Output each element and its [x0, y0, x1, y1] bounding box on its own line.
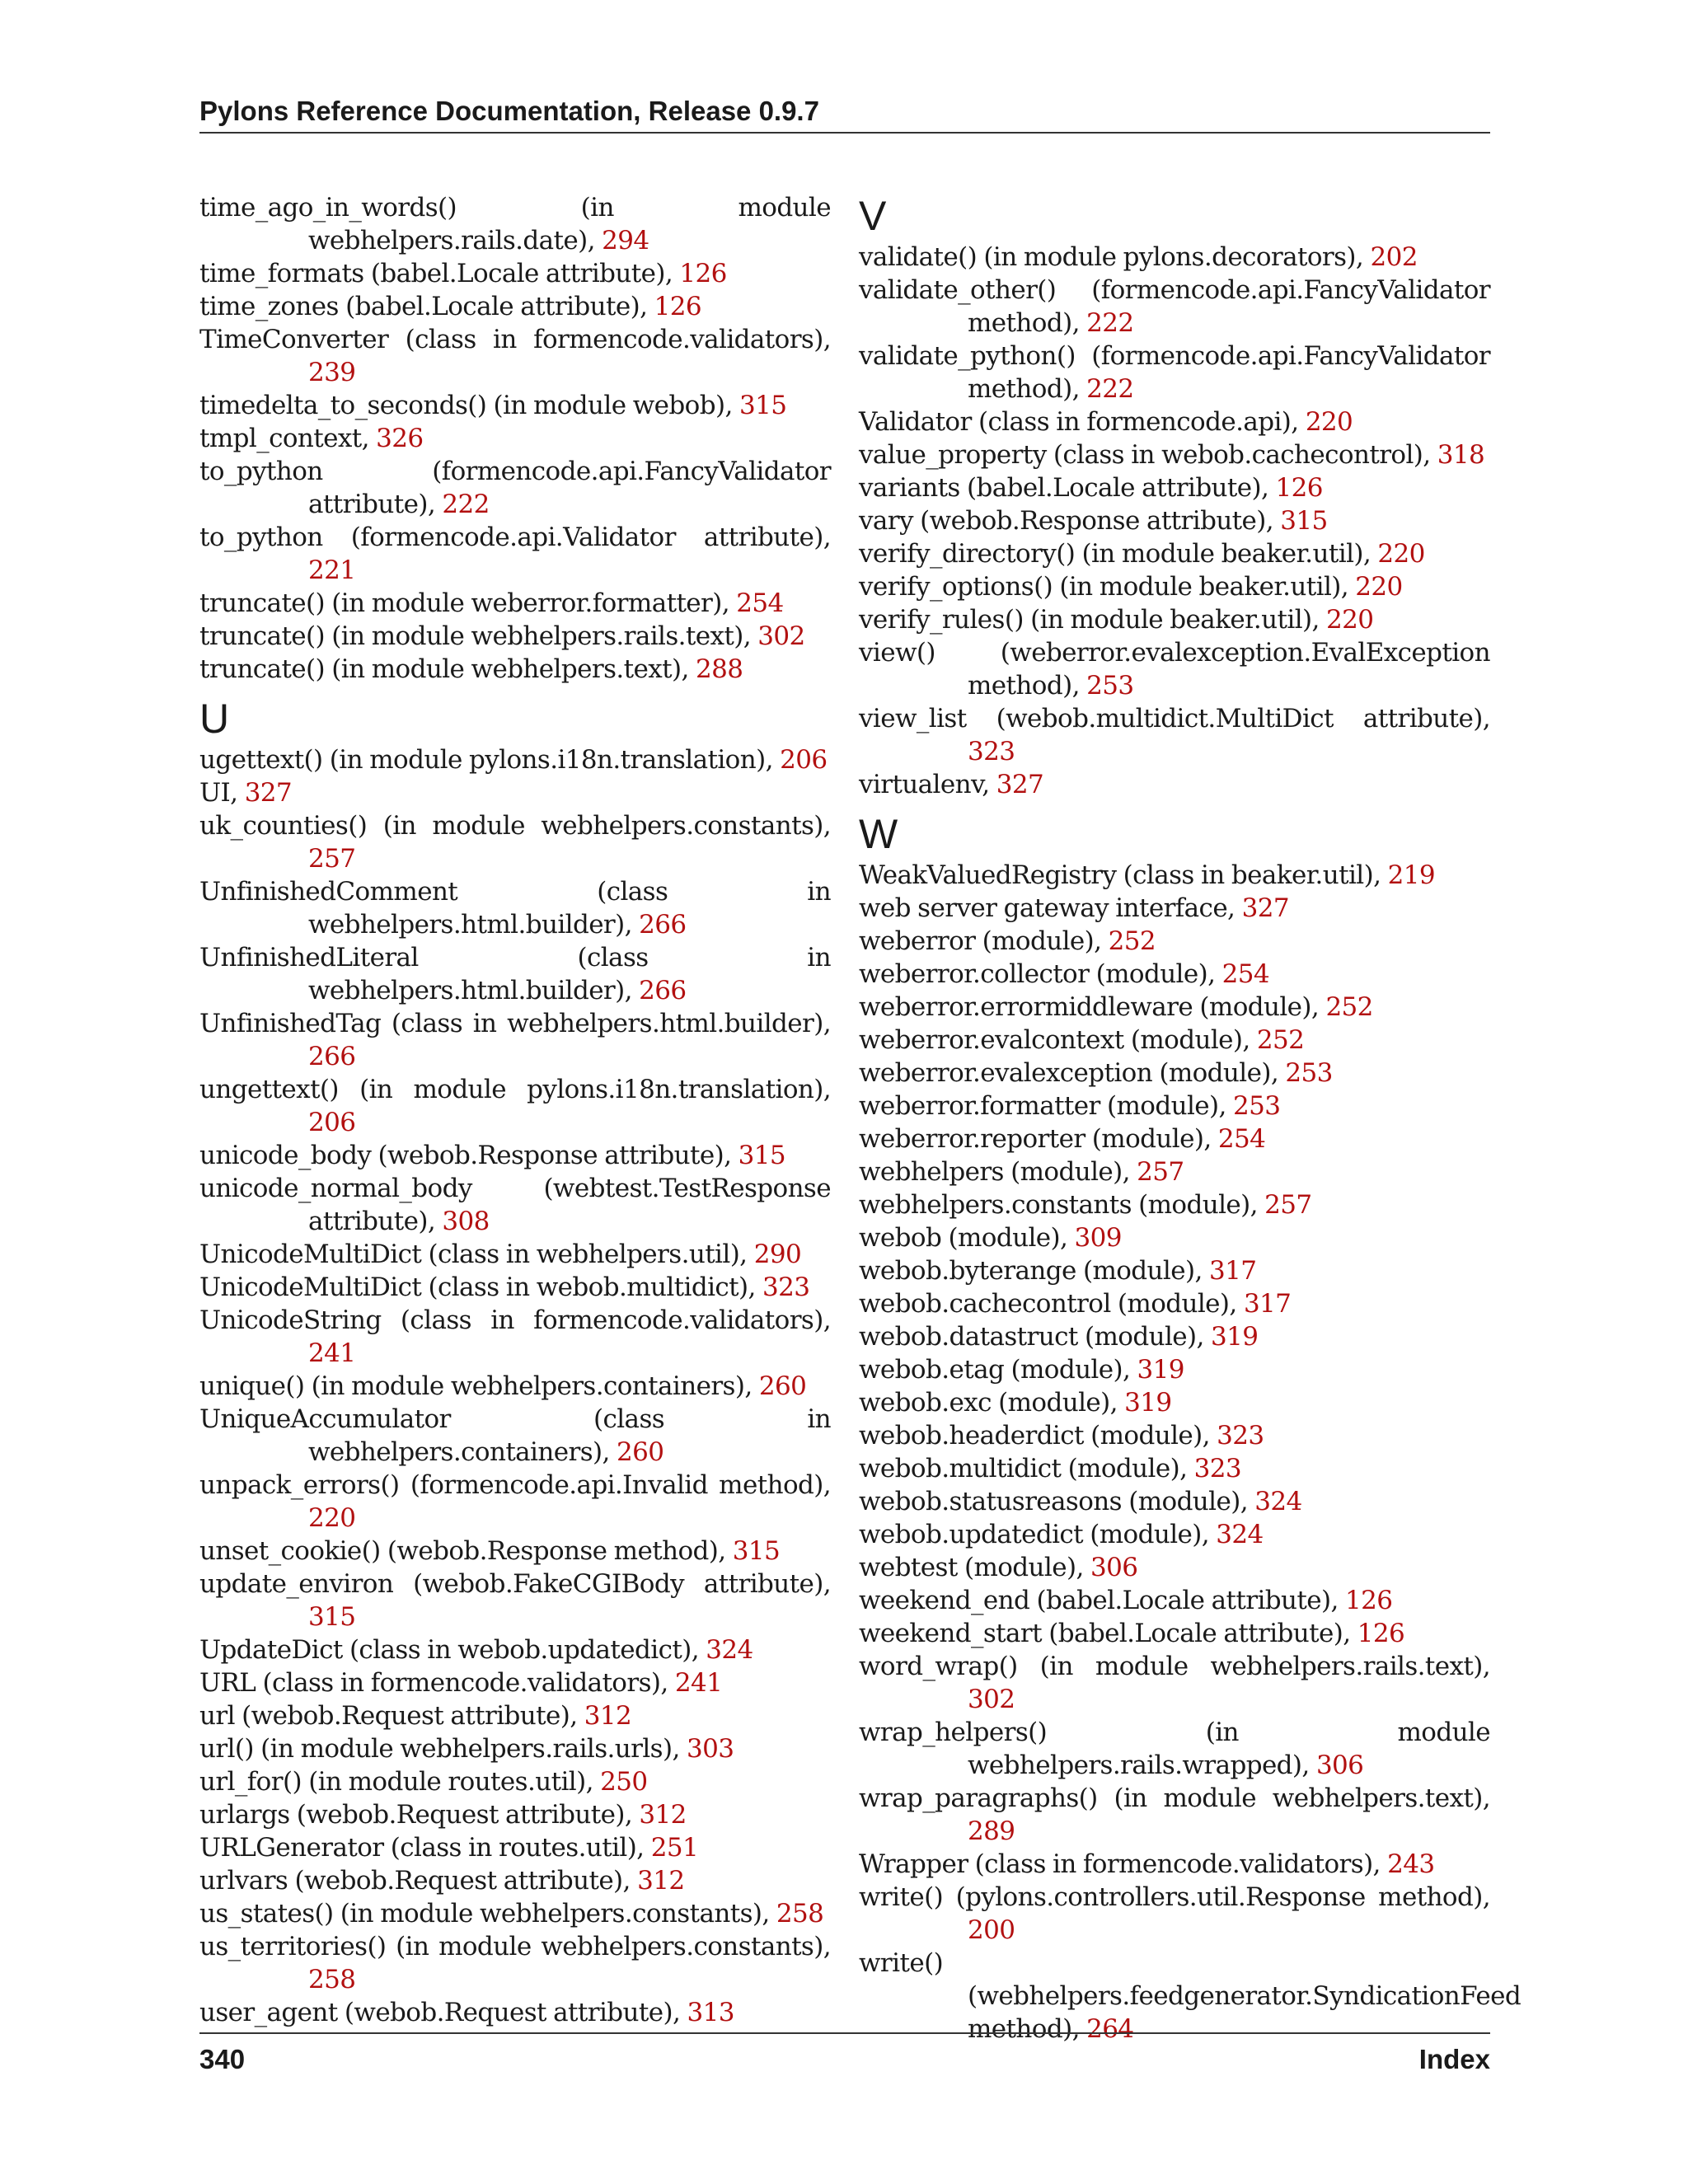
index-entry: [199, 1007, 831, 1073]
index-entry-term: weberror.evalexception (module),: [859, 1058, 1286, 1088]
index-entry-term: webob.cachecontrol (module),: [859, 1289, 1244, 1319]
index-entry: [859, 1320, 1490, 1353]
index-entry-term: url() (in module webhelpers.rails.urls),: [199, 1734, 687, 1764]
page-reference-link[interactable]: 222: [442, 490, 490, 519]
index-entry: [859, 405, 1490, 438]
page-reference-link[interactable]: 220: [1305, 407, 1353, 437]
index-entry: [859, 1287, 1490, 1320]
page-reference-link[interactable]: 126: [654, 292, 701, 321]
index-entry: [199, 290, 831, 323]
index-entry: [199, 1633, 831, 1666]
page-reference-link[interactable]: 319: [1124, 1388, 1172, 1418]
page-reference-link[interactable]: 220: [1355, 572, 1403, 602]
index-entry: [199, 653, 831, 686]
index-entry: [199, 323, 831, 389]
index-entry-term: webob.multidict (module),: [859, 1454, 1194, 1483]
index-entry-term: webob.etag (module),: [859, 1355, 1137, 1385]
page-reference-link[interactable]: 308: [442, 1207, 490, 1236]
index-entry: [859, 1155, 1490, 1188]
page-reference-link[interactable]: 202: [1370, 242, 1418, 272]
index-entry: [199, 1930, 831, 1996]
index-entry: [859, 471, 1490, 504]
page-reference-link[interactable]: 323: [762, 1272, 810, 1302]
index-entry: [859, 1419, 1490, 1452]
index-entry-term: weekend_start (babel.Locale attribute),: [859, 1619, 1357, 1648]
index-entry-term: Validator (class in formencode.api),: [859, 407, 1306, 437]
page-reference-link[interactable]: 257: [1137, 1157, 1184, 1187]
index-entry-term: time_zones (babel.Locale attribute),: [199, 292, 654, 321]
index-entry-term: variants (babel.Locale attribute),: [859, 473, 1276, 503]
index-entry-term: UnfinishedComment (class in webhelpers.html.builder),: [199, 877, 831, 940]
index-entry: [199, 521, 831, 587]
index-entry-term: view() (weberror.evalexception.EvalException method),: [859, 638, 1490, 701]
page-reference-link[interactable]: 294: [602, 226, 649, 255]
index-entry: [199, 1996, 831, 2029]
index-entry-term: weberror.errormiddleware (module),: [859, 992, 1326, 1022]
index-entry-term: urlvars (webob.Request attribute),: [199, 1866, 638, 1896]
index-entry-term: tmpl_context,: [199, 424, 377, 453]
page-reference-link[interactable]: 289: [968, 1816, 1015, 1846]
section-name: Index: [1418, 2044, 1490, 2074]
index-entry-term: verify_rules() (in module beaker.util),: [859, 605, 1327, 635]
index-entry: [199, 743, 831, 776]
index-entry-term: UnicodeMultiDict (class in webob.multidict),: [199, 1272, 763, 1302]
index-entry: [859, 958, 1490, 991]
page-reference-link[interactable]: 266: [639, 976, 687, 1005]
page-reference-link[interactable]: 254: [1217, 1124, 1266, 1154]
index-entry: [859, 1782, 1490, 1848]
index-column-right: [859, 191, 1522, 2046]
page-reference-link[interactable]: 222: [1086, 374, 1134, 404]
index-entry: [859, 859, 1490, 892]
index-entry: [859, 570, 1490, 603]
index-entry-term: webhelpers (module),: [859, 1157, 1137, 1187]
index-entry-term: us_territories() (in module webhelpers.constants),: [199, 1932, 831, 1961]
index-entry: [859, 340, 1490, 405]
page-reference-link[interactable]: 253: [1233, 1091, 1281, 1121]
index-entry-term: UnicodeMultiDict (class in webhelpers.util),: [199, 1240, 754, 1269]
index-entry: [199, 422, 831, 455]
page-reference-link[interactable]: 324: [1254, 1487, 1302, 1516]
index-entry-term: unicode_body (webob.Response attribute),: [199, 1141, 738, 1170]
index-entry-term: time_ago_in_words() (in module webhelpers.rails.date),: [199, 193, 831, 255]
index-entry-term: virtualenv,: [859, 770, 996, 799]
index-entry-term: webtest (module),: [859, 1553, 1090, 1582]
index-entry: [199, 1139, 831, 1172]
index-entry: [859, 925, 1490, 958]
index-entry: [859, 1518, 1490, 1551]
index-entry-term: ungettext() (in module pylons.i18n.translation),: [199, 1075, 831, 1104]
page-reference-link[interactable]: 254: [1221, 959, 1269, 989]
index-entry-term: URL (class in formencode.validators),: [199, 1668, 675, 1698]
page-reference-link[interactable]: 323: [968, 737, 1015, 766]
index-entry-term: URLGenerator (class in routes.util),: [199, 1833, 651, 1863]
page-reference-link[interactable]: 288: [695, 654, 743, 684]
index-entry: [199, 1271, 831, 1304]
index-entry: [859, 1650, 1490, 1716]
page-reference-link[interactable]: 222: [1086, 308, 1134, 338]
page-reference-link[interactable]: 251: [650, 1833, 699, 1863]
page-reference-link[interactable]: 126: [1357, 1619, 1405, 1648]
page-reference-link[interactable]: 302: [757, 621, 805, 651]
index-entry: [199, 809, 831, 875]
index-entry: [859, 1024, 1490, 1057]
index-entry: [859, 1254, 1490, 1287]
page-reference-link[interactable]: 315: [732, 1536, 781, 1566]
index-entry-term: webob.exc (module),: [859, 1388, 1125, 1418]
index-entry: [199, 1370, 831, 1403]
index-entry: [859, 1584, 1490, 1617]
index-entry-term: webob.byterange (module),: [859, 1256, 1209, 1286]
index-entry-term: webob (module),: [859, 1223, 1075, 1253]
index-entry: [859, 768, 1490, 801]
index-entry: [859, 1090, 1490, 1122]
page-reference-link[interactable]: 290: [753, 1240, 802, 1269]
page-reference-link[interactable]: 312: [639, 1800, 687, 1830]
page-reference-link[interactable]: 126: [679, 259, 727, 288]
index-entry: [199, 1798, 831, 1831]
index-entry-term: weberror.collector (module),: [859, 959, 1222, 989]
index-entry-term: webob.statusreasons (module),: [859, 1487, 1255, 1516]
page-reference-link[interactable]: 324: [1216, 1520, 1264, 1549]
page-reference-link[interactable]: 266: [308, 1042, 356, 1071]
index-entry-term: ugettext() (in module pylons.i18n.translation),: [199, 745, 781, 775]
page-reference-link[interactable]: 126: [1345, 1586, 1393, 1615]
index-entry: [859, 892, 1490, 925]
index-entry: [199, 587, 831, 620]
index-entry: [859, 1551, 1490, 1584]
page-reference-link[interactable]: 327: [996, 770, 1044, 799]
index-entry-term: truncate() (in module webhelpers.text),: [199, 654, 696, 684]
index-entry-term: UnfinishedTag (class in webhelpers.html.builder),: [199, 1009, 831, 1038]
page-reference-link[interactable]: 250: [600, 1767, 648, 1797]
index-entry: [199, 875, 831, 941]
index-entry-term: unset_cookie() (webob.Response method),: [199, 1536, 733, 1566]
index-entry-term: validate_other() (formencode.api.FancyValidator method),: [859, 275, 1490, 338]
index-entry-term: urlargs (webob.Request attribute),: [199, 1800, 640, 1830]
index-entry: [859, 1122, 1490, 1155]
page-reference-link[interactable]: 206: [308, 1108, 356, 1137]
index-entry-term: weberror.reporter (module),: [859, 1124, 1218, 1154]
index-entry-term: UniqueAccumulator (class in webhelpers.containers),: [199, 1404, 831, 1467]
index-entry: [859, 438, 1490, 471]
page-reference-link[interactable]: 326: [376, 424, 424, 453]
index-letter-w: W: [859, 811, 898, 857]
page-reference-link[interactable]: 309: [1074, 1223, 1122, 1253]
index-entry: [199, 1172, 831, 1238]
index-entry-term: webhelpers.constants (module),: [859, 1190, 1265, 1220]
index-entry: [859, 1485, 1490, 1518]
index-entry: [199, 1864, 831, 1897]
index-entry-term: url (webob.Request attribute),: [199, 1701, 584, 1731]
index-entry-term: time_formats (babel.Locale attribute),: [199, 259, 680, 288]
index-entry-term: vary (webob.Response attribute),: [859, 506, 1281, 536]
page-reference-link[interactable]: 312: [637, 1866, 685, 1896]
page-reference-link[interactable]: 252: [1108, 926, 1156, 956]
index-entry: [859, 1452, 1490, 1485]
page-reference-link[interactable]: 220: [1326, 605, 1374, 635]
index-entry: [859, 1353, 1490, 1386]
page-reference-link[interactable]: 253: [1285, 1058, 1333, 1088]
index-entry-term: UI,: [199, 778, 245, 808]
index-entry: [859, 1221, 1490, 1254]
index-entry: [859, 603, 1490, 636]
index-entry: [859, 1848, 1490, 1881]
index-entry: [199, 1238, 831, 1271]
index-entry-term: write() (pylons.controllers.util.Response method),: [859, 1882, 1490, 1912]
page-reference-link[interactable]: 312: [584, 1701, 632, 1731]
index-entry-term: weberror (module),: [859, 926, 1109, 956]
index-entry-term: webob.headerdict (module),: [859, 1421, 1217, 1451]
index-entry-term: view_list (webob.multidict.MultiDict attribute),: [859, 704, 1490, 733]
index-entry: [199, 620, 831, 653]
page-reference-link[interactable]: 315: [1280, 506, 1328, 536]
page-reference-link[interactable]: 318: [1437, 440, 1485, 470]
index-entry-term: WeakValuedRegistry (class in beaker.util),: [859, 860, 1388, 890]
page-reference-link[interactable]: 253: [1086, 671, 1134, 701]
page-reference-link[interactable]: 200: [968, 1915, 1015, 1945]
index-entry-term: user_agent (webob.Request attribute),: [199, 1998, 687, 2027]
index-entry-term: unicode_normal_body (webtest.TestResponse attribute),: [199, 1174, 831, 1236]
index-entry-term: verify_directory() (in module beaker.util),: [859, 539, 1378, 569]
page-reference-link[interactable]: 315: [738, 391, 787, 420]
index-entry: [859, 504, 1490, 537]
index-entry: [859, 1057, 1490, 1090]
index-entry: [199, 389, 831, 422]
index-entry: [859, 1947, 1522, 2046]
index-entry-term: word_wrap() (in module webhelpers.rails.text),: [859, 1652, 1490, 1681]
index-entry-term: url_for() (in module routes.util),: [199, 1767, 601, 1797]
index-group-v: [859, 241, 1490, 801]
page-reference-link[interactable]: 313: [687, 1998, 734, 2027]
index-column-left: [199, 191, 831, 2029]
page-reference-link[interactable]: 257: [308, 844, 356, 874]
index-entry-term: UpdateDict (class in webob.updatedict),: [199, 1635, 706, 1665]
index-entry-term: web server gateway interface,: [859, 893, 1242, 923]
page-reference-link[interactable]: 258: [308, 1965, 356, 1994]
index-entry-term: update_environ (webob.FakeCGIBody attribute),: [199, 1569, 831, 1599]
page-reference-link[interactable]: 219: [1387, 860, 1435, 890]
index-entry-term: UnfinishedLiteral (class in webhelpers.html.builder),: [199, 943, 831, 1005]
index-entry-term: webob.datastruct (module),: [859, 1322, 1212, 1352]
index-entry: [199, 941, 831, 1007]
page-reference-link[interactable]: 303: [686, 1734, 734, 1764]
index-entry-term: wrap_helpers() (in module webhelpers.rails.wrapped),: [859, 1718, 1490, 1780]
index-entry: [199, 1469, 831, 1535]
index-entry-term: truncate() (in module webhelpers.rails.text),: [199, 621, 758, 651]
page-reference-link[interactable]: 257: [1264, 1190, 1312, 1220]
index-entry: [859, 1716, 1490, 1782]
index-entry: [859, 702, 1490, 768]
page-reference-link[interactable]: 220: [1377, 539, 1425, 569]
index-entry: [859, 1386, 1490, 1419]
index-entry: [199, 455, 831, 521]
page-reference-link[interactable]: 258: [776, 1899, 824, 1929]
index-group-w: [859, 859, 1522, 2046]
running-footer: [199, 2032, 1490, 2074]
page-reference-link[interactable]: 306: [1315, 1750, 1364, 1780]
index-entry: [859, 537, 1490, 570]
index-entry: [199, 1304, 831, 1370]
index-entry-term: uk_counties() (in module webhelpers.constants),: [199, 811, 831, 841]
index-entry: [199, 1403, 831, 1469]
index-entry: [859, 1188, 1490, 1221]
page-reference-link[interactable]: 206: [780, 745, 828, 775]
page-reference-link[interactable]: 317: [1208, 1256, 1257, 1286]
page-reference-link[interactable]: 264: [1086, 2014, 1134, 2044]
page-reference-link[interactable]: 315: [738, 1141, 785, 1170]
index-entry: [859, 1881, 1490, 1947]
index-entry-term: timedelta_to_seconds() (in module webob),: [199, 391, 739, 420]
page-reference-link[interactable]: 327: [244, 778, 293, 808]
page-reference-link[interactable]: 252: [1256, 1025, 1305, 1055]
index-entry: [199, 1831, 831, 1864]
index-entry-term: validate() (in module pylons.decorators),: [859, 242, 1371, 272]
index-entry: [199, 1699, 831, 1732]
page-reference-link[interactable]: 323: [1193, 1454, 1241, 1483]
index-entry: [199, 1765, 831, 1798]
index-entry-term: us_states() (in module webhelpers.constants),: [199, 1899, 776, 1929]
page-reference-link[interactable]: 302: [968, 1685, 1015, 1714]
index-entry: [199, 1535, 831, 1568]
index-entry-term: weberror.evalcontext (module),: [859, 1025, 1257, 1055]
index-entry-term: Wrapper (class in formencode.validators),: [859, 1849, 1388, 1879]
index-entry: [199, 191, 831, 257]
index-entry: [199, 776, 831, 809]
page-reference-link[interactable]: 319: [1211, 1322, 1259, 1352]
page-reference-link[interactable]: 266: [639, 910, 687, 940]
page-reference-link[interactable]: 306: [1090, 1553, 1138, 1582]
index-group-t: [199, 191, 831, 686]
index-entry-term: truncate() (in module weberror.formatter),: [199, 588, 737, 618]
index-entry-term: webob.updatedict (module),: [859, 1520, 1217, 1549]
index-entry-term: to_python (formencode.api.Validator attribute),: [199, 523, 831, 552]
page-reference-link[interactable]: 317: [1243, 1289, 1292, 1319]
index-entry-term: verify_options() (in module beaker.util),: [859, 572, 1356, 602]
index-entry: [199, 1897, 831, 1930]
index-entry-term: unique() (in module webhelpers.containers),: [199, 1371, 759, 1401]
index-group-u: [199, 743, 831, 2029]
page-reference-link[interactable]: 254: [736, 588, 784, 618]
page-reference-link[interactable]: 243: [1387, 1849, 1435, 1879]
index-entry-term: TimeConverter (class in formencode.validators),: [199, 325, 831, 354]
page-reference-link[interactable]: 241: [674, 1668, 723, 1698]
index-entry: [199, 1732, 831, 1765]
index-entry-term: wrap_paragraphs() (in module webhelpers.text),: [859, 1783, 1490, 1813]
index-letter-u: U: [199, 696, 230, 742]
index-entry: [199, 257, 831, 290]
index-entry: [859, 991, 1490, 1024]
page-reference-link[interactable]: 260: [758, 1371, 807, 1401]
index-entry: [859, 274, 1490, 340]
page-reference-link[interactable]: 221: [308, 555, 356, 585]
index-entry-term: to_python (formencode.api.FancyValidator attribute),: [199, 457, 831, 519]
index-entry-term: write() (webhelpers.feedgenerator.SyndicationFeed method),: [859, 1948, 1522, 2044]
page-reference-link[interactable]: 252: [1325, 992, 1373, 1022]
page-number: 340: [199, 2044, 246, 2074]
index-entry-term: weekend_end (babel.Locale attribute),: [859, 1586, 1346, 1615]
index-entry: [859, 241, 1490, 274]
index-entry: [859, 1617, 1490, 1650]
page-reference-link[interactable]: 220: [308, 1503, 356, 1533]
page-reference-link[interactable]: 319: [1137, 1355, 1184, 1385]
page-reference-link[interactable]: 327: [1241, 893, 1289, 923]
index-entry-term: value_property (class in webob.cachecontrol),: [859, 440, 1437, 470]
index-entry-term: UnicodeString (class in formencode.validators),: [199, 1305, 831, 1335]
page-reference-link[interactable]: 323: [1217, 1421, 1264, 1451]
page-reference-link[interactable]: 315: [308, 1602, 356, 1632]
page-reference-link[interactable]: 324: [706, 1635, 753, 1665]
index-entry: [199, 1666, 831, 1699]
document-title: Pylons Reference Documentation, Release 0.9.7: [199, 96, 819, 126]
index-entry: [859, 636, 1490, 702]
index-entry: [199, 1568, 831, 1633]
index-entry-term: weberror.formatter (module),: [859, 1091, 1234, 1121]
index-entry: [199, 1073, 831, 1139]
page-reference-link[interactable]: 241: [308, 1338, 356, 1368]
page-reference-link[interactable]: 239: [308, 358, 356, 387]
page-reference-link[interactable]: 260: [617, 1437, 664, 1467]
index-entry-term: unpack_errors() (formencode.api.Invalid method),: [199, 1470, 831, 1500]
index-letter-v: V: [859, 193, 887, 239]
page-reference-link[interactable]: 126: [1275, 473, 1323, 503]
index-entry-term: validate_python() (formencode.api.FancyValidator method),: [859, 341, 1490, 404]
running-header: [199, 92, 1490, 134]
